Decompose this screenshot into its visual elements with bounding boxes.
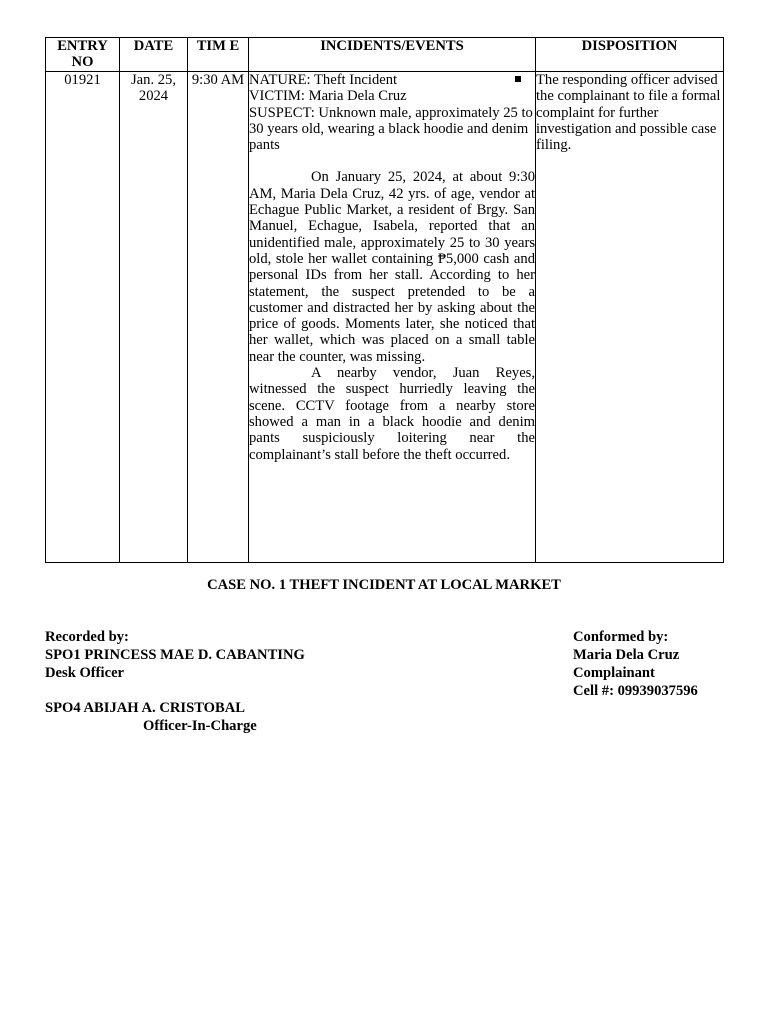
suspect-line: SUSPECT: Unknown male, approximately 25 to 30 years old, wearing a black hoodie and denim pants [249,104,533,154]
victim-line: VICTIM: Maria Dela Cruz [249,88,407,105]
date-cell: Jan. 25, 2024 [120,72,188,563]
officer-in-charge-name: SPO4 ABIJAH A. CRISTOBAL [45,700,246,716]
case-caption-text: CASE NO. 1 THEFT INCIDENT AT LOCAL MARKET [207,577,561,593]
conformed-by-block [573,628,698,700]
table-header-row [46,38,724,72]
disposition-text: The responding officer advised the complainant to file a formal complaint for further investigation and possible case filing. [536,72,721,154]
header-incidents-events: INCIDENTS/EVENTS [249,38,536,72]
disposition-list-item [536,72,723,153]
disposition-cell [536,72,724,563]
conformed-by-role: Complainant [573,665,655,681]
header-entry-no: ENTRY NO [46,38,120,72]
recorded-by-label: Recorded by: [45,629,129,645]
paragraph-gap [249,153,535,169]
header-date: DATE [120,38,188,72]
conformed-by-name: Maria Dela Cruz [573,647,680,663]
entry-no-cell: 01921 [46,72,120,563]
recorded-by-position: Desk Officer [45,665,125,681]
conformed-by-cell: Cell #: 09939037596 [573,683,698,699]
square-bullet-icon [515,76,521,82]
recorded-by-name: SPO1 PRINCESS MAE D. CABANTING [45,647,305,663]
narrative-paragraph-2: A nearby vendor, Juan Reyes, witnessed the suspect hurriedly leaving the scene. CCTV footage from a nearby store showed a man in a black hoodie and denim pants suspiciously loitering near the complainant’s stall before the theft occurred. [249,365,535,463]
incident-cell [249,72,536,563]
header-disposition: DISPOSITION [536,38,724,72]
table-row [46,72,724,563]
recorded-by-block [45,628,305,682]
officer-in-charge-position: Officer-In-Charge [143,718,257,734]
time-cell: 9:30 AM [188,72,249,563]
nature-line: NATURE: Theft Incident [249,72,398,88]
header-time: TIM E [188,38,249,72]
conformed-by-label: Conformed by: [573,629,669,645]
narrative-paragraph-1: On January 25, 2024, at about 9:30 AM, Maria Dela Cruz, 42 yrs. of age, vendor at Echague Public Market, a resident of Brgy. San Manuel, Echague, Isabela, reported that an unidentified male, approximately 25 to 30 years old, stole her wallet containing ₱5,000 cash and personal IDs from her stall. According to her statement, the suspect pretended to be a customer and distracted her by asking about the price of goods. Moments later, she noticed that her wallet, which was placed on a small table near the counter, was missing. [249,169,535,365]
officer-in-charge-block [45,699,257,735]
incident-table [45,37,724,563]
case-caption [0,577,768,594]
